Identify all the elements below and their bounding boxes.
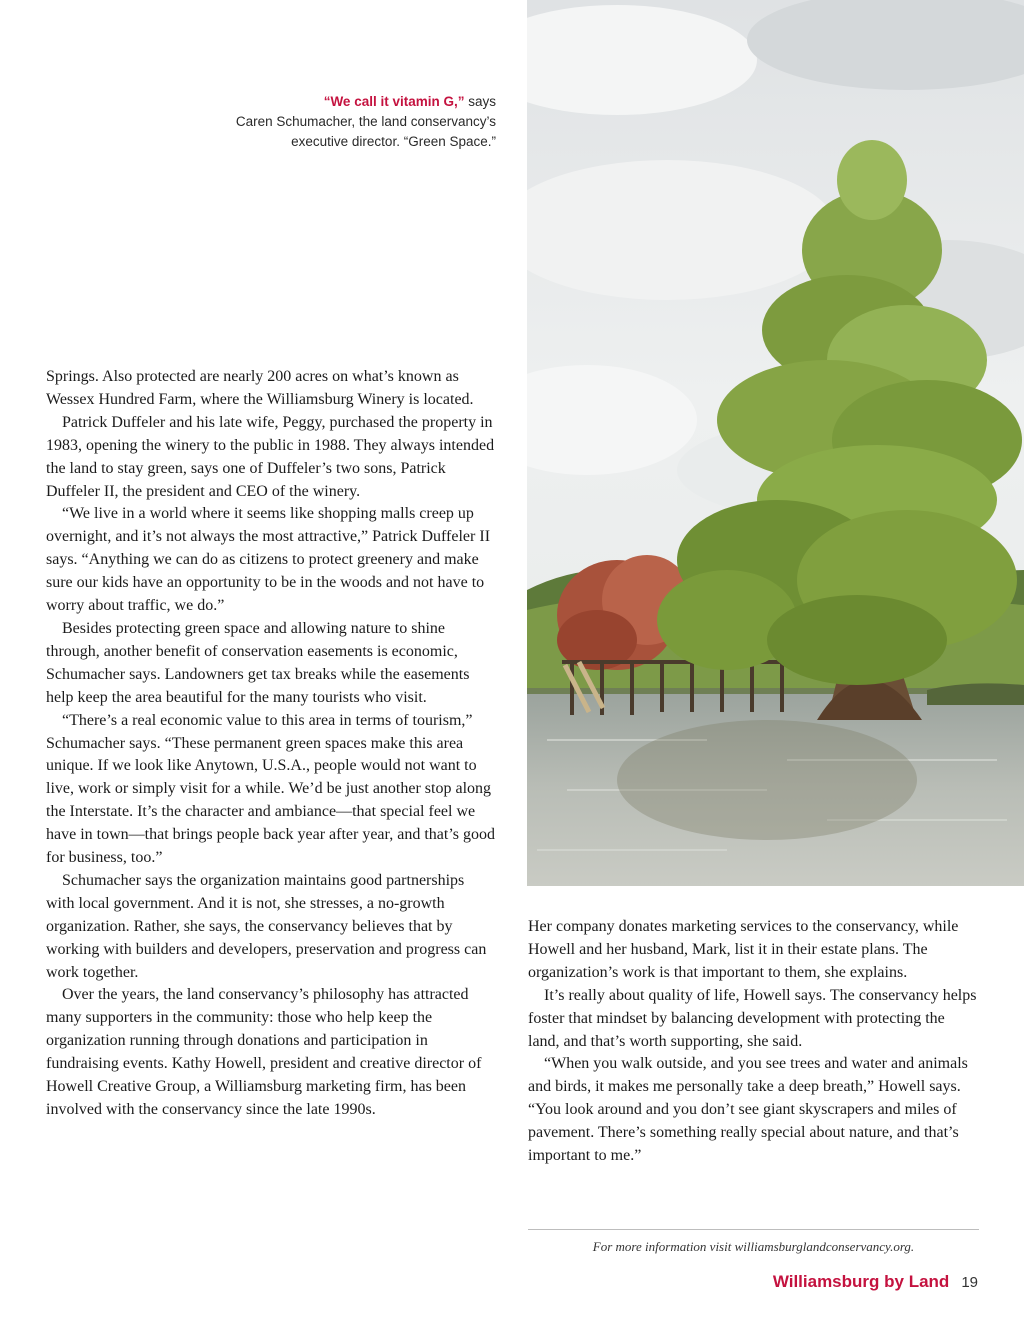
paragraph: Over the years, the land conservancy’s philosophy has attracted many supporters in the community: those who help keep the organization running through donations and participation in fundraising events. Kathy Howell, president and creative director of Howell Creative Group, a Williamsburg marketing firm, has been involved with the conservancy since the late 1990s.	[46, 986, 482, 1118]
paragraph: Patrick Duffeler and his late wife, Peggy, purchased the property in 1983, opening the winery to the public in 1988. They always intended the land to stay green, says one of Duffeler’s two sons, Patrick Duffeler II, the president and CEO of the winery.	[46, 413, 495, 500]
caption-lead: “We call it vitamin G,”	[323, 94, 465, 109]
caption-line-2: Caren Schumacher, the land conservancy’s	[235, 114, 496, 129]
photo-caption	[196, 92, 496, 152]
article-column-right	[528, 916, 978, 1168]
paragraph: It’s really about quality of life, Howell says. The conservancy helps foster that mindset by balancing development with protecting the land, and that’s worth supporting, she said.	[528, 986, 977, 1050]
article-column-left	[46, 366, 496, 1122]
paragraph: “There’s a real economic value to this area in terms of tourism,” Schumacher says. “These permanent green spaces make this area unique. If we look like Anytown, U.S.A., people would not want to live, work or simply visit for a while. We’d be just another stop along the Interstate. It’s the character and ambiance—that special feel we have in town—that brings people back year after year, and that’s good for business, too.”	[46, 711, 495, 867]
page-footer	[773, 1272, 978, 1292]
page-number: 19	[961, 1274, 978, 1291]
cypress-tree-photo	[527, 0, 1024, 886]
divider-rule	[528, 1229, 979, 1230]
caption-says: says	[464, 94, 496, 109]
paragraph: Besides protecting green space and allowing nature to shine through, another benefit of conservation easements is economic, Schumacher says. Landowners get tax breaks while the easements help keep the area beautiful for the many tourists who visit.	[46, 619, 470, 706]
caption-line-3: executive director. “Green Space.”	[291, 134, 496, 149]
paragraph: Schumacher says the organization maintains good partnerships with local government. And it is not, she stresses, a no-growth organization. Rather, she says, the conservancy believes that by working with builders and developers, preservation and progress can work together.	[46, 871, 487, 981]
paragraph: “We live in a world where it seems like shopping malls creep up overnight, and it’s not always the most attractive,” Patrick Duffeler II says. “Anything we can do as citizens to protect greenery and make sure our kids have an opportunity to be in the woods and not have to worry about traffic, we do.”	[46, 505, 491, 615]
paragraph: Springs. Also protected are nearly 200 acres on what’s known as Wessex Hundred Farm, where the Williamsburg Winery is located.	[46, 368, 474, 408]
paragraph: Her company donates marketing services to the conservancy, while Howell and her husband, Mark, list it in their estate plans. The organization’s work is that important to them, she explains.	[528, 918, 959, 981]
more-info-note: For more information visit williamsburglandconservancy.org.	[592, 1239, 915, 1254]
section-title: Williamsburg by Land	[772, 1272, 950, 1291]
paragraph: “When you walk outside, and you see trees and water and animals and birds, it makes me personally take a deep breath,” Howell says. “You look around and you don’t see giant skyscrapers and miles of pavement. There’s something really special about nature, and that’s important to me.”	[528, 1055, 968, 1165]
